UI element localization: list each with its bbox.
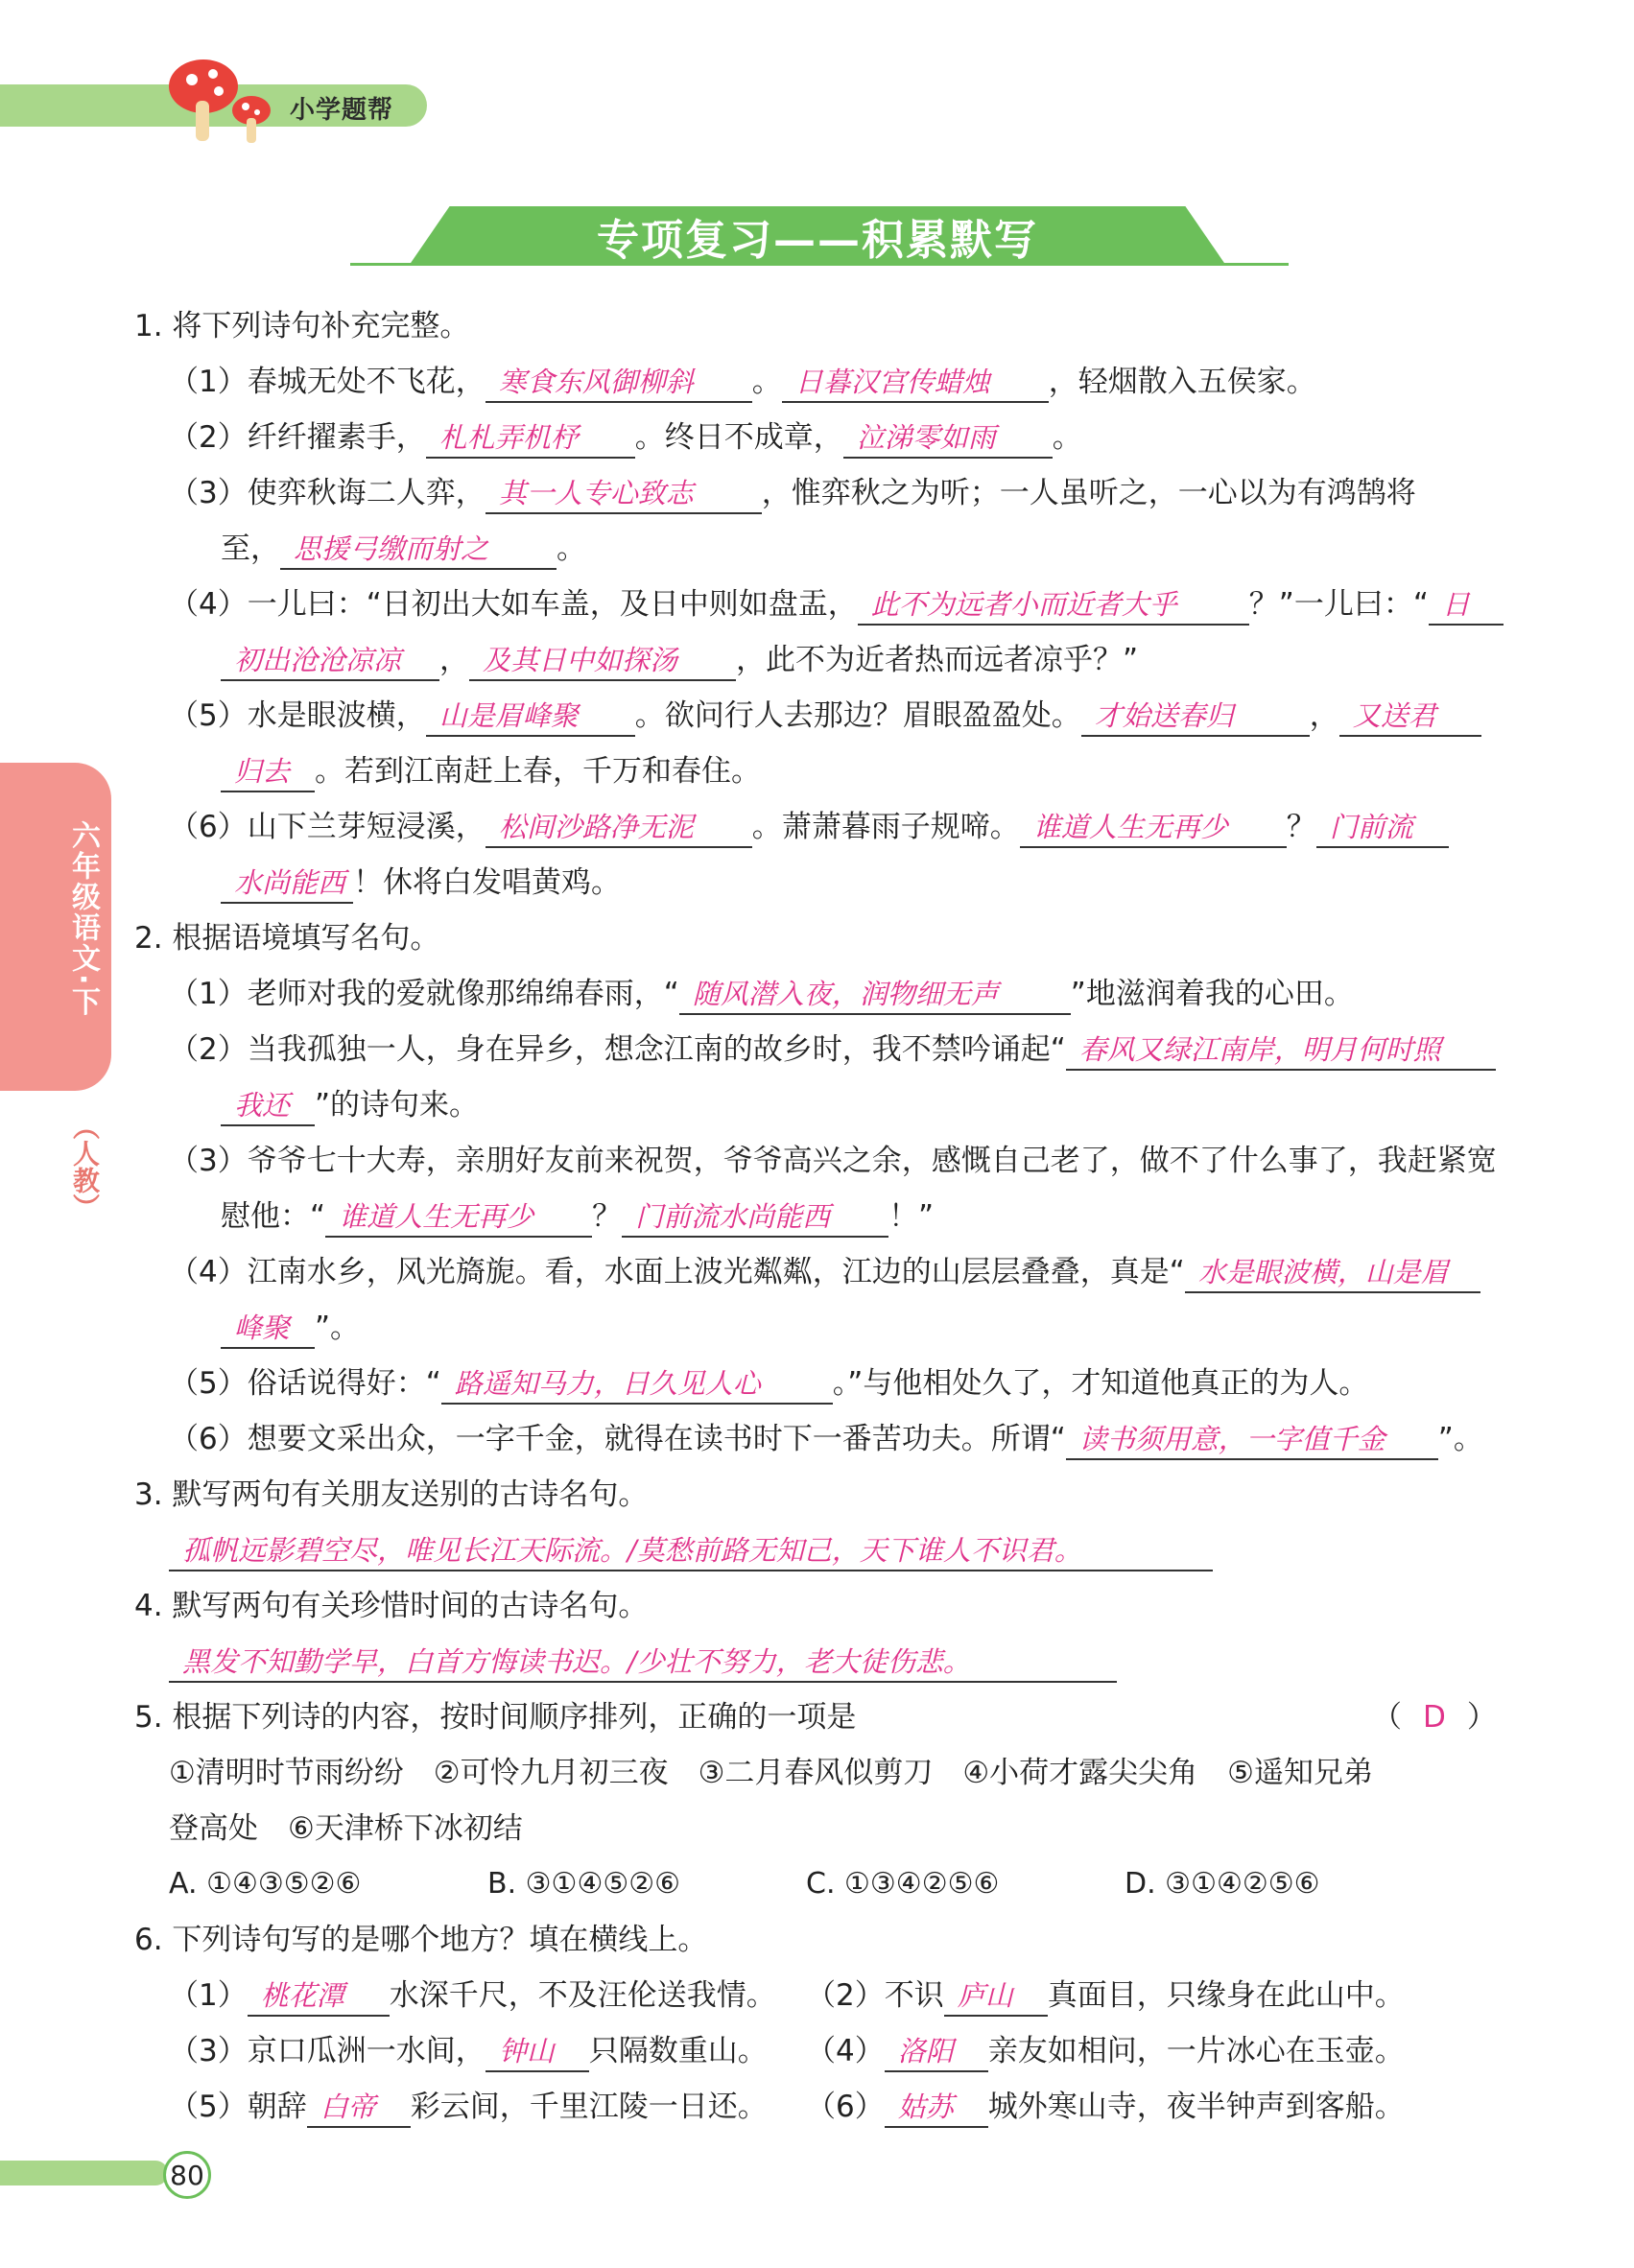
q2-item-1: （1）老师对我的爱就像那绵绵春雨，“ 随风潜入夜，润物细无声 ”地滋润着我的心田。 [169, 973, 1354, 1015]
q6-item-1: （1） 桃花潭 水深千尺，不及汪伦送我情。 [169, 1974, 776, 2017]
q2-item-3: （3）爷爷七十大寿，亲朋好友前来祝贺，爷爷高兴之余，感慨自己老了，做不了什么事了，我赶紧宽 [169, 1144, 1497, 1178]
page-title: 专项复习——积累默写 [597, 216, 1038, 265]
side-edition-label: （人教） [69, 1113, 101, 1220]
answer: 门前流 [1316, 808, 1449, 848]
q1-item-1: （1）春城无处不飞花， 寒食东风御柳斜 。 日暮汉宫传蜡烛 ，轻烟散入五侯家。 [169, 361, 1316, 403]
answer: 水尚能西 [221, 863, 353, 904]
answer: 黑发不知勤学早，白首方悔读书迟。/少壮不努力，老大徒伤悲。 [169, 1642, 1117, 1683]
q3-stem: 3. 默写两句有关朋友送别的古诗名句。 [134, 1477, 649, 1512]
answer: 又送君 [1339, 697, 1481, 737]
q1-item-5: （5）水是眼波横， 山是眉峰聚 。欲问行人去那边？眉眼盈盈处。 才始送春归 ， 又送君 [169, 695, 1481, 737]
answer: 山是眉峰聚 [426, 697, 635, 737]
answer: 姑苏 [885, 2088, 988, 2128]
q5-option-d: D. ③①④②⑤⑥ [1125, 1867, 1320, 1901]
answer: 水是眼波横，山是眉 [1185, 1253, 1480, 1293]
q1-item-5-cont: 归去 。若到江南赶上春，千万和春住。 [221, 750, 761, 792]
q1-item-6-cont: 水尚能西 ！休将白发唱黄鸡。 [221, 862, 621, 904]
q1-item-3: （3）使弈秋诲二人弈， 其一人专心致志 ，惟弈秋之为听；一人虽听之，一心以为有鸿鹄将 [169, 472, 1416, 514]
q4-stem: 4. 默写两句有关珍惜时间的古诗名句。 [134, 1589, 649, 1623]
page-number: 80 [163, 2151, 211, 2199]
answer: D [1423, 1700, 1446, 1735]
mushroom-icon [163, 53, 278, 149]
q5-answer-paren: （ D ） [1372, 1700, 1497, 1735]
answer: 及其日中如探汤 [469, 641, 736, 681]
answer: 白帝 [307, 2088, 411, 2128]
q1-stem: 1. 将下列诗句补充完整。 [134, 309, 470, 343]
answer: 谁道人生无再少 [1020, 808, 1287, 848]
q2-item-4: （4）江南水乡，风光旖旎。看，水面上波光粼粼，江边的山层层叠叠，真是“ 水是眼波横，山是眉 [169, 1251, 1480, 1293]
answer: 才始送春归 [1081, 697, 1310, 737]
q5-option-c: C. ①③④②⑤⑥ [806, 1867, 1000, 1901]
answer: 思援弓缴而射之 [280, 530, 557, 570]
answer: 读书须用意，一字值千金 [1066, 1420, 1438, 1460]
q1-item-3-cont: 至， 思援弓缴而射之 。 [221, 528, 586, 570]
answer: 寒食东风御柳斜 [485, 363, 752, 403]
answer: 春风又绿江南岸，明月何时照 [1066, 1030, 1496, 1071]
q4-answer-line [169, 1641, 1117, 1683]
answer: 其一人专心致志 [485, 474, 762, 514]
q5-option-b: B. ③①④⑤②⑥ [487, 1867, 681, 1901]
answer: 我还 [221, 1086, 315, 1126]
answer: 洛阳 [885, 2032, 988, 2072]
q1-item-6: （6）山下兰芽短浸溪， 松间沙路净无泥 。萧萧暮雨子规啼。 谁道人生无再少 ？ 门前流 [169, 806, 1449, 848]
answer: 札札弄机杼 [426, 418, 635, 459]
q6-item-3: （3）京口瓜洲一水间， 钟山 只隔数重山。 [169, 2030, 768, 2072]
q5-poems-line-1: ①清明时节雨纷纷 ②可怜九月初三夜 ③二月春风似剪刀 ④小荷才露尖尖角 ⑤遥知兄弟 [169, 1756, 1373, 1790]
q6-item-6: （6） 姑苏 城外寒山寺，夜半钟声到客船。 [806, 2086, 1405, 2128]
q2-item-4-cont: 峰聚 ”。 [221, 1307, 360, 1349]
q3-answer-line [169, 1529, 1213, 1571]
answer: 孤帆远影碧空尽，唯见长江天际流。/莫愁前路无知己，天下谁人不识君。 [169, 1531, 1213, 1571]
answer: 钟山 [485, 2032, 589, 2072]
answer: 谁道人生无再少 [325, 1197, 592, 1238]
q1-item-4: （4）一儿曰：“日初出大如车盖，及日中则如盘盂， 此不为远者小而近者大乎 ？”一儿曰：“ 日 [169, 583, 1504, 626]
q6-item-2: （2）不识 庐山 真面目，只缘身在此山中。 [806, 1974, 1405, 2017]
q2-item-3-cont: 慰他：“ 谁道人生无再少 ？ 门前流水尚能西 ！” [221, 1195, 934, 1238]
answer: 门前流水尚能西 [622, 1197, 888, 1238]
q1-item-4-cont: 初出沧沧凉凉 ， 及其日中如探汤 ，此不为近者热而远者凉乎？” [221, 639, 1138, 681]
q5-stem: 5. 根据下列诗的内容，按时间顺序排列，正确的一项是 [134, 1700, 857, 1735]
brand-name: 小学题帮 [290, 96, 394, 125]
q5-poems-line-2: 登高处 ⑥天津桥下冰初结 [169, 1811, 523, 1846]
answer: 日暮汉宫传蜡烛 [782, 363, 1049, 403]
q2-item-6: （6）想要文采出众，一字千金，就得在读书时下一番苦功夫。所谓“ 读书须用意，一字值千金 ”。 [169, 1418, 1483, 1460]
q6-item-5: （5）朝辞 白帝 彩云间，千里江陵一日还。 [169, 2086, 768, 2128]
answer: 初出沧沧凉凉 [221, 641, 439, 681]
q2-item-5: （5）俗话说得好：“ 路遥知马力，日久见人心 。”与他相处久了，才知道他真正的为人。 [169, 1362, 1368, 1405]
q2-item-2-cont: 我还 ”的诗句来。 [221, 1084, 479, 1126]
answer: 松间沙路净无泥 [485, 808, 752, 848]
answer: 此不为远者小而近者大乎 [858, 585, 1249, 626]
side-grade-label: 六年级语文·下 [66, 820, 100, 1018]
q6-item-4: （4） 洛阳 亲友如相问，一片冰心在玉壶。 [806, 2030, 1405, 2072]
q2-stem: 2. 根据语境填写名句。 [134, 921, 440, 956]
answer: 随风潜入夜，润物细无声 [679, 975, 1071, 1015]
answer: 泣涕零如雨 [843, 418, 1053, 459]
answer: 日 [1429, 585, 1504, 626]
q5-option-a: A. ①④③⑤②⑥ [169, 1867, 362, 1901]
answer: 桃花潭 [248, 1976, 390, 2017]
answer: 峰聚 [221, 1309, 315, 1349]
answer: 归去 [221, 752, 315, 792]
answer: 庐山 [944, 1976, 1048, 2017]
q2-item-2: （2）当我孤独一人，身在异乡，想念江南的故乡时，我不禁吟诵起“ 春风又绿江南岸，明月何时照 [169, 1028, 1496, 1071]
answer: 路遥知马力，日久见人心 [441, 1364, 833, 1405]
q6-stem: 6. 下列诗句写的是哪个地方？填在横线上。 [134, 1923, 708, 1957]
q1-item-2: （2）纤纤擢素手， 札札弄机杼 。终日不成章， 泣涕零如雨 。 [169, 416, 1082, 459]
footer-band [0, 2161, 168, 2185]
